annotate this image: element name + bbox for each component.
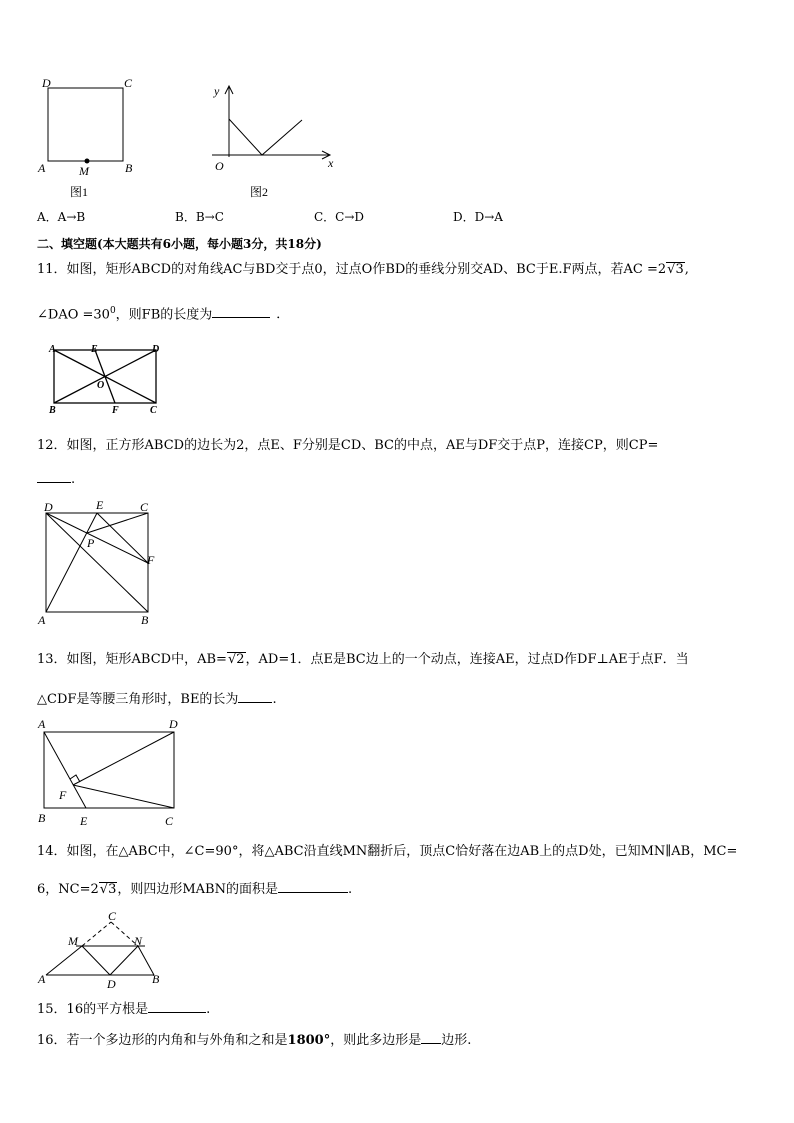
q16-text-1: 16．若一个多边形的内角和与外角和之和是	[37, 1033, 288, 1048]
q13-text-1: 13．如图，矩形ABCD中，AB=	[37, 652, 227, 667]
option-d: D．D→A	[453, 210, 503, 224]
label-a: A	[38, 161, 46, 175]
q14-label-n: N	[134, 934, 143, 948]
q11-label-o: O	[97, 380, 105, 391]
q15-line	[37, 1000, 210, 1018]
q12-label-a: A	[38, 613, 46, 627]
q14-text-2: ，则四边形MABN的面积是	[117, 882, 278, 897]
q11-text-2: ∠DAO =30	[37, 307, 110, 323]
q16-text-2: ，则此多边形是	[330, 1033, 422, 1048]
label-x: x	[328, 156, 334, 170]
q12-end: .	[71, 472, 76, 487]
q13-text-3: △CDF是等腰三角形时，BE的长为	[37, 692, 239, 707]
q15-text: 15．16的平方根是	[37, 1002, 149, 1017]
q15-end: .	[206, 1002, 211, 1017]
figure-2-caption: 图2	[250, 185, 269, 199]
label-y: y	[214, 84, 220, 98]
q14-sqrt: √3	[99, 882, 117, 897]
label-m: M	[79, 164, 89, 178]
q11-label-f: F	[112, 405, 119, 416]
q11-sqrt: √3	[667, 262, 684, 277]
q13-label-b: B	[38, 811, 46, 825]
option-c: C．C→D	[314, 210, 365, 224]
q13-sqrt: √2	[227, 652, 245, 667]
q14-label-a: A	[38, 972, 46, 986]
q14-end: .	[347, 882, 353, 897]
q12-label-d: D	[44, 500, 53, 514]
q12-label-e: E	[96, 498, 104, 512]
q12-label-c: C	[140, 500, 149, 514]
q11-sup: 0	[109, 306, 116, 316]
q13-label-e: E	[80, 814, 88, 828]
q11-label-a: A	[49, 344, 56, 355]
q14-label-d: D	[107, 977, 116, 991]
q13-label-f: F	[59, 788, 67, 802]
q14-label-c: C	[108, 909, 117, 923]
q12-label-f: F	[147, 553, 155, 567]
q14-label-m: M	[68, 934, 78, 948]
q16-line	[37, 1031, 471, 1049]
q11-text-1: 11．如图，矩形ABCD的对角线AC与BD交于点0，过点O作BD的垂线分别交AD、BC于E.F两点，若AC =2	[37, 262, 667, 277]
q12-line-1: 12．如图，正方形ABCD的边长为2，点E、F分别是CD、BC的中点，AE与DF交于点P，连接CP，则CP=	[37, 438, 659, 453]
q13-label-d: D	[169, 717, 178, 731]
q11-label-b: B	[49, 405, 56, 416]
q12-label-b: B	[141, 613, 149, 627]
label-b: B	[125, 161, 133, 175]
q11-label-d: D	[152, 344, 160, 355]
q16-end: 边形.	[441, 1033, 472, 1048]
q13-end: .	[272, 692, 277, 707]
q11-text-3: ，则FB的长度为	[115, 307, 213, 323]
q11-end: ．	[276, 307, 290, 323]
q11-label-e: E	[91, 344, 98, 355]
q16-blank	[421, 1031, 441, 1044]
q11-line1-end: ,	[684, 262, 689, 277]
q15-blank	[148, 1000, 206, 1013]
figure-1-caption: 图1	[70, 185, 89, 199]
q14-text-1: 6，NC=2	[37, 882, 99, 897]
q13-label-a: A	[38, 717, 46, 731]
option-b: B．B→C	[175, 210, 224, 224]
section-2-title: 二、填空题(本大题共有6小题，每小题3分，共18分)	[37, 237, 322, 251]
q13-text-2: ，AD=1．点E是BC边上的一个动点，连接AE，过点D作DF⊥AE于点F．当	[245, 652, 689, 667]
q13-label-c: C	[165, 814, 174, 828]
label-o: O	[215, 159, 224, 173]
option-a: A．A→B	[37, 210, 86, 224]
q12-label-p: P	[87, 536, 95, 550]
q11-label-c: C	[150, 405, 157, 416]
label-d: D	[42, 76, 51, 90]
label-c: C	[124, 76, 133, 90]
q16-bold: 1800°	[287, 1033, 331, 1048]
q14-label-b: B	[152, 972, 160, 986]
q14-line-1: 14．如图，在△ABC中，∠C=90°，将△ABC沿直线MN翻折后，顶点C恰好落在边AB上的点D处，已知MN∥AB，MC=	[37, 844, 738, 859]
